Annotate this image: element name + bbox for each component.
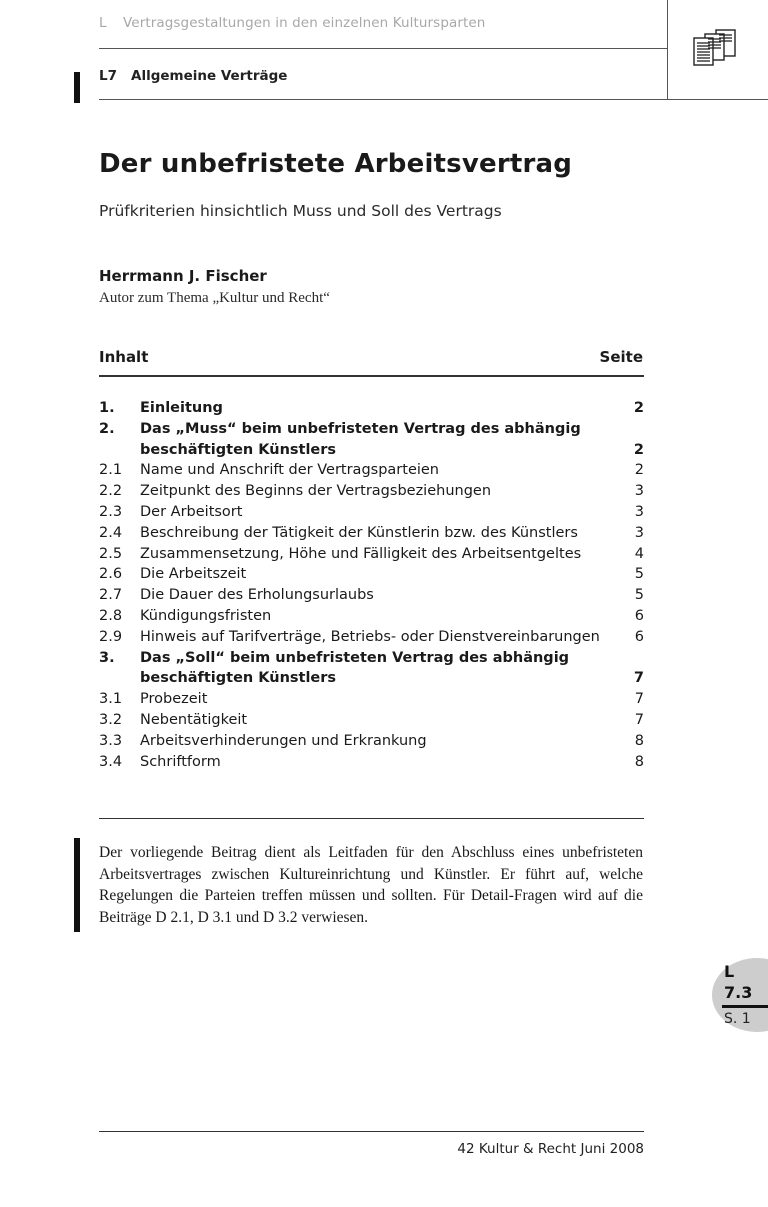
toc-row-number: 3.1: [99, 691, 123, 708]
toc-row-number: 2.4: [99, 524, 123, 541]
toc-row: [99, 502, 644, 523]
abstract-text: Der vorliegende Beitrag dient als Leitfaden für den Abschluss eines unbefristeten Arbeitsvertrages zwischen Kultureinrichtung und Künstler. Er führt auf, welche Regelungen die Parteien treffen müssen und sollten. Für Detail-Fragen wird auf die Beiträge D 2.1, D 3.1 und D 3.2 verwiesen.: [99, 844, 643, 926]
toc-row-number: 3.4: [99, 753, 123, 770]
toc-row: [99, 752, 644, 773]
toc-row-page: 5: [634, 587, 644, 604]
article-title: Der unbefristete Arbeitsvertrag: [99, 149, 573, 179]
toc-row-title: Das „Muss“ beim unbefristeten Vertrag des abhängig: [140, 420, 581, 437]
toc-row-title: Hinweis auf Tarifverträge, Betriebs- oder Dienstvereinbarungen: [140, 628, 600, 645]
header-section-letter: L: [99, 15, 107, 31]
toc-row-page: 5: [634, 566, 644, 583]
toc-row: [99, 585, 644, 606]
toc-row-title: Die Arbeitszeit: [140, 566, 247, 583]
toc-row-title: Das „Soll“ beim unbefristeten Vertrag des abhängig: [140, 649, 570, 666]
toc-row-number: 2.8: [99, 607, 123, 624]
header-subsection-title: Allgemeine Verträge: [131, 68, 288, 84]
section-tab-letter: L: [724, 962, 735, 981]
toc-row-title: beschäftigten Künstlers: [140, 670, 337, 687]
article-subtitle: Prüfkriterien hinsichtlich Muss und Soll des Vertrags: [99, 202, 502, 220]
section-tab-page: S. 1: [724, 1011, 751, 1027]
toc-row-title: Arbeitsverhinderungen und Erkrankung: [140, 732, 427, 749]
toc-divider: [99, 375, 644, 377]
toc-row: [99, 648, 644, 669]
toc-row: [99, 731, 644, 752]
header-divider-bottom: [99, 99, 768, 100]
margin-marker-header: [74, 72, 80, 103]
toc-row: [99, 564, 644, 585]
toc-row-page: 7: [634, 711, 644, 728]
documents-icon: [692, 28, 738, 68]
toc-row: [99, 544, 644, 565]
toc-row: [99, 710, 644, 731]
header-subsection-number: L7: [99, 68, 117, 84]
toc-row-page: 2: [634, 462, 644, 479]
section-tab-bar: [722, 1005, 768, 1008]
header-subsection-line: [99, 68, 287, 84]
toc-row-number: 2.7: [99, 587, 123, 604]
toc-row-page: 8: [634, 753, 644, 770]
toc-row-number: 2.3: [99, 503, 123, 520]
abstract-divider: [99, 818, 644, 819]
footer-divider: [99, 1131, 644, 1132]
margin-marker-abstract: [74, 838, 80, 932]
toc-row-number: 3.: [99, 649, 115, 666]
toc-row-title: beschäftigten Künstlers: [140, 441, 337, 458]
toc-row-page: 8: [634, 732, 644, 749]
toc-page-heading: Seite: [599, 348, 643, 366]
toc-row-page: 3: [634, 503, 644, 520]
author-description: Autor zum Thema „Kultur und Recht“: [99, 290, 330, 306]
table-of-contents: [99, 398, 644, 772]
toc-row: [99, 606, 644, 627]
toc-row-number: 3.3: [99, 732, 123, 749]
toc-row: [99, 460, 644, 481]
toc-row-page: 2: [633, 441, 644, 458]
toc-row: [99, 481, 644, 502]
toc-row-page: 3: [634, 524, 644, 541]
toc-row-page: 7: [633, 670, 644, 687]
toc-row: [99, 668, 644, 689]
toc-row-page: 2: [633, 400, 644, 416]
toc-row-title: Die Dauer des Erholungsurlaubs: [140, 587, 374, 604]
toc-row-title: Beschreibung der Tätigkeit der Künstlerin bzw. des Künstlers: [140, 524, 578, 541]
toc-row-number: 2.2: [99, 483, 123, 500]
toc-row-number: 2.9: [99, 628, 123, 645]
header-section-line: [99, 15, 485, 31]
toc-row: [99, 440, 644, 461]
toc-heading: Inhalt: [99, 348, 149, 366]
toc-row-title: Probezeit: [140, 691, 208, 708]
toc-row: [99, 398, 644, 419]
toc-row-number: 2.: [99, 420, 115, 437]
toc-row: [99, 627, 644, 648]
toc-row-title: Zusammensetzung, Höhe und Fälligkeit des Arbeitsentgeltes: [140, 545, 582, 562]
author-name: Herrmann J. Fischer: [99, 267, 267, 285]
toc-row-page: 3: [634, 483, 644, 500]
toc-row-number: 1.: [99, 400, 115, 416]
toc-row-number: 3.2: [99, 711, 123, 728]
toc-row: [99, 419, 644, 440]
toc-row-page: 6: [634, 628, 644, 645]
header-section-title: Vertragsgestaltungen in den einzelnen Kultursparten: [123, 15, 486, 31]
header-vertical-divider: [667, 0, 668, 100]
section-tab-number: 7.3: [724, 983, 753, 1002]
toc-row-page: 6: [634, 607, 644, 624]
toc-row-title: Name und Anschrift der Vertragsparteien: [140, 462, 439, 479]
toc-row-number: 2.6: [99, 566, 123, 583]
toc-row: [99, 523, 644, 544]
toc-row-title: Der Arbeitsort: [140, 503, 243, 520]
toc-row: [99, 689, 644, 710]
toc-row-title: Einleitung: [140, 400, 223, 416]
toc-row-title: Kündigungsfristen: [140, 607, 272, 624]
toc-row-title: Schriftform: [140, 753, 221, 770]
footer-text: 42 Kultur & Recht Juni 2008: [457, 1141, 644, 1157]
header-divider-top: [99, 48, 668, 49]
toc-row-page: 4: [634, 545, 644, 562]
toc-row-number: 2.5: [99, 545, 123, 562]
toc-row-title: Nebentätigkeit: [140, 711, 248, 728]
toc-row-page: 7: [634, 691, 644, 708]
toc-row-title: Zeitpunkt des Beginns der Vertragsbeziehungen: [140, 483, 492, 500]
toc-row-number: 2.1: [99, 462, 123, 479]
